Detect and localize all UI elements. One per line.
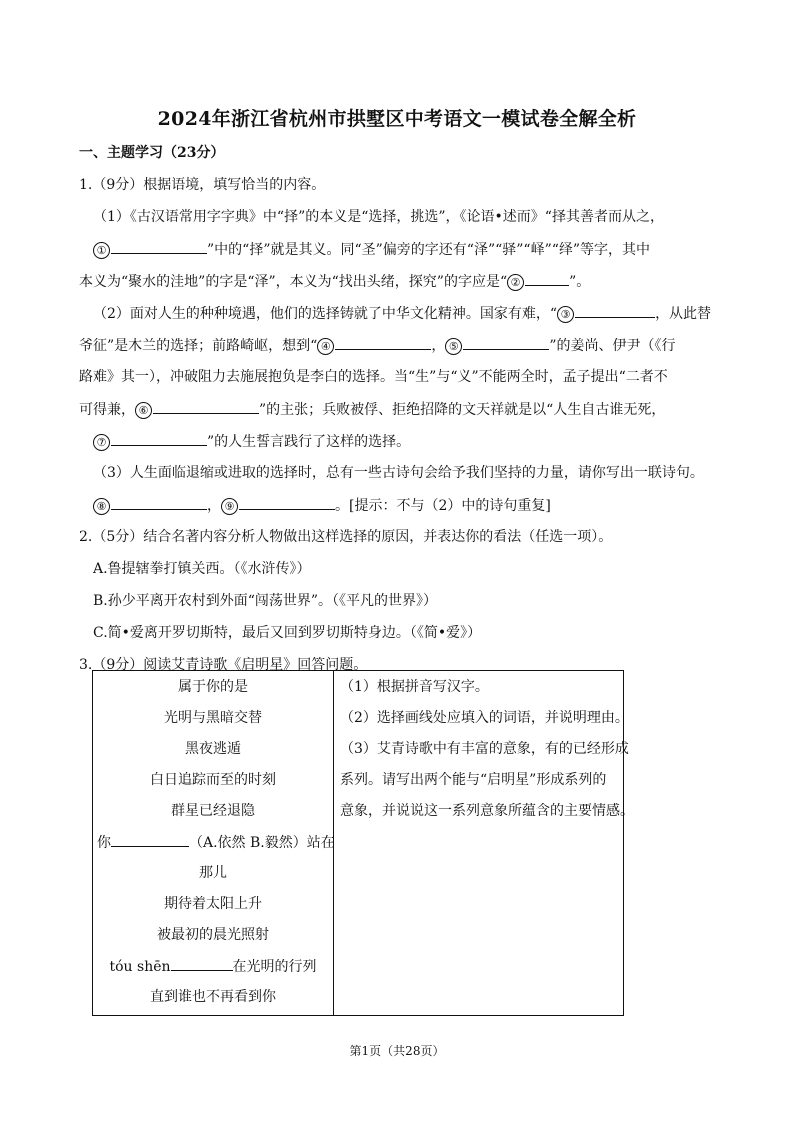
q1-part2-line5 — [93, 431, 410, 452]
q1-part2-line4 — [79, 399, 665, 420]
blank-number-8: ⑧ — [93, 498, 110, 515]
questions-cell — [334, 671, 634, 1016]
q2-option-c: C.简•爱离开罗切斯特，最后又回到罗切斯特身边。（《简•爱》） — [93, 625, 482, 641]
poem-line: 属于你的是 — [178, 679, 248, 695]
q1-part3-line1: （3）人生面临退缩或进取的选择时，总有一些古诗句会给予我们坚持的力量，请你写出一联诗句。 — [93, 465, 704, 481]
poem-line: 白日追踪而至的时刻 — [150, 772, 276, 788]
answer-blank-9[interactable] — [239, 495, 335, 510]
q2-option-b: B.孙少平离开农村到外面“闯荡世界”。（《平凡的世界》） — [93, 593, 438, 609]
q3-sub-2: （2）选择画线处应填入的词语，并说明理由。 — [340, 710, 629, 726]
q1-part2-text-d: ”的姜尚、伊尹（《行 — [549, 338, 676, 354]
poem-line-with-blank — [97, 832, 333, 853]
answer-blank-1[interactable] — [111, 239, 207, 254]
poem-line: 那儿 — [199, 865, 227, 881]
blank-number-1: ① — [93, 242, 110, 259]
answer-blank-3[interactable] — [575, 303, 655, 318]
blank-number-4: ④ — [317, 338, 334, 355]
q1-part1-text-d: ”。 — [569, 274, 591, 290]
q1-part2-text-f: 可得兼， — [79, 402, 135, 418]
q3-table — [92, 670, 634, 1016]
poem-line-start: 你 — [97, 835, 111, 851]
poem — [93, 671, 333, 1015]
q1-part3-text-b: 。[提示：不与（2）中的诗句重复] — [335, 498, 551, 514]
poem-line-pinyin — [93, 956, 333, 977]
pinyin-blank[interactable] — [171, 956, 233, 971]
poem-line: 光明与黑暗交替 — [164, 710, 262, 726]
q1-part2-line3: 路难》其一），冲破阻力去施展抱负是李白的选择。当“生”与“义”不能两全时，孟子提出“二者不 — [79, 369, 668, 385]
q1-heading: 1.（9分）根据语境，填写恰当的内容。 — [79, 177, 326, 193]
poem-line: 被最初的晨光照射 — [157, 927, 269, 943]
q1-part2-text-h: ”的人生誓言践行了这样的选择。 — [207, 434, 411, 450]
answer-blank-2[interactable] — [525, 271, 569, 286]
q2-heading: 2.（5分）结合名著内容分析人物做出这样选择的原因，并表达你的看法（任选一项）。 — [79, 529, 613, 545]
q1-part1-line2 — [93, 239, 650, 260]
answer-blank-6[interactable] — [153, 399, 259, 414]
q3-subquestions — [334, 671, 634, 1015]
poem-line: 期待着太阳上升 — [164, 896, 262, 912]
q1-part3-comma: ， — [207, 498, 221, 514]
blank-number-7: ⑦ — [93, 434, 110, 451]
q1-part2-text-a: （2）面对人生的种种境遇，他们的选择铸就了中华文化精神。国家有难，“ — [93, 306, 558, 322]
blank-number-9: ⑨ — [221, 498, 238, 515]
q1-part1-line1: （1）《古汉语常用字字典》中“择”的本义是“选择，挑选”，《论语•述而》“择其善者而从之， — [93, 209, 664, 225]
q1-part2-text-c: 爷征”是木兰的选择；前路崎岖，想到“ — [79, 338, 318, 354]
q3-sub-3-line3: 意象，并说说这一系列意象所蕴含的主要情感。 — [340, 803, 634, 819]
poem-line-end: 在光明的行列 — [232, 959, 317, 975]
q3-sub-1: （1）根据拼音写汉字。 — [340, 679, 489, 695]
page-footer: 第1页（共28页） — [349, 1044, 445, 1058]
q3-sub-3-line2: 系列。请写出两个能与“启明星”形成系列的 — [340, 772, 607, 788]
answer-blank-7[interactable] — [111, 431, 207, 446]
q3-heading: 3.（9分）阅读艾青诗歌《启明星》回答问题。 — [79, 657, 368, 673]
q2-option-a: A.鲁提辖拳打镇关西。（《水浒传》） — [93, 561, 311, 577]
q1-part2-comma: ， — [431, 338, 446, 354]
q1-part2-line1 — [93, 303, 711, 324]
poem-cell — [93, 671, 334, 1016]
poem-line-choices: （A.依然 B.毅然）站在 — [189, 835, 335, 851]
q1-part2-text-g: ”的主张；兵败被俘、拒绝招降的文天祥就是以“人生自古谁无死， — [259, 402, 666, 418]
answer-blank-8[interactable] — [111, 495, 207, 510]
q1-part1-line3 — [79, 271, 590, 292]
q1-part3-line2 — [93, 495, 551, 516]
q3-sub-3-line1: （3）艾青诗歌中有丰富的意象，有的已经形成 — [340, 741, 629, 757]
pinyin-text: tóu shēn — [109, 959, 171, 975]
poem-line: 直到谁也不再看到你 — [150, 989, 276, 1005]
q1-part1-text-b: ”中的“择”就是其义。同“圣”偏旁的字还有“泽”“驿”“峄”“绎”等字，其中 — [207, 242, 651, 258]
answer-blank-4[interactable] — [335, 335, 431, 350]
poem-line: 群星已经退隐 — [171, 803, 255, 819]
page-title: 2024年浙江省杭州市拱墅区中考语文一模试卷全解全析 — [157, 108, 637, 130]
blank-number-6: ⑥ — [135, 402, 152, 419]
word-choice-blank[interactable] — [111, 832, 189, 847]
blank-number-2: ② — [507, 274, 524, 291]
blank-number-5: ⑤ — [445, 338, 462, 355]
q1-part1-text-c: 本义为“聚水的洼地”的字是“泽”，本义为“找出头绪，探究”的字应是“ — [79, 274, 508, 290]
poem-line: 黑夜逃遁 — [185, 741, 241, 757]
answer-blank-5[interactable] — [463, 335, 549, 350]
q1-part2-text-b: ，从此替 — [655, 306, 712, 322]
blank-number-3: ③ — [557, 306, 574, 323]
q1-part2-line2 — [79, 335, 676, 356]
section-heading: 一、主题学习（23分） — [79, 145, 225, 161]
